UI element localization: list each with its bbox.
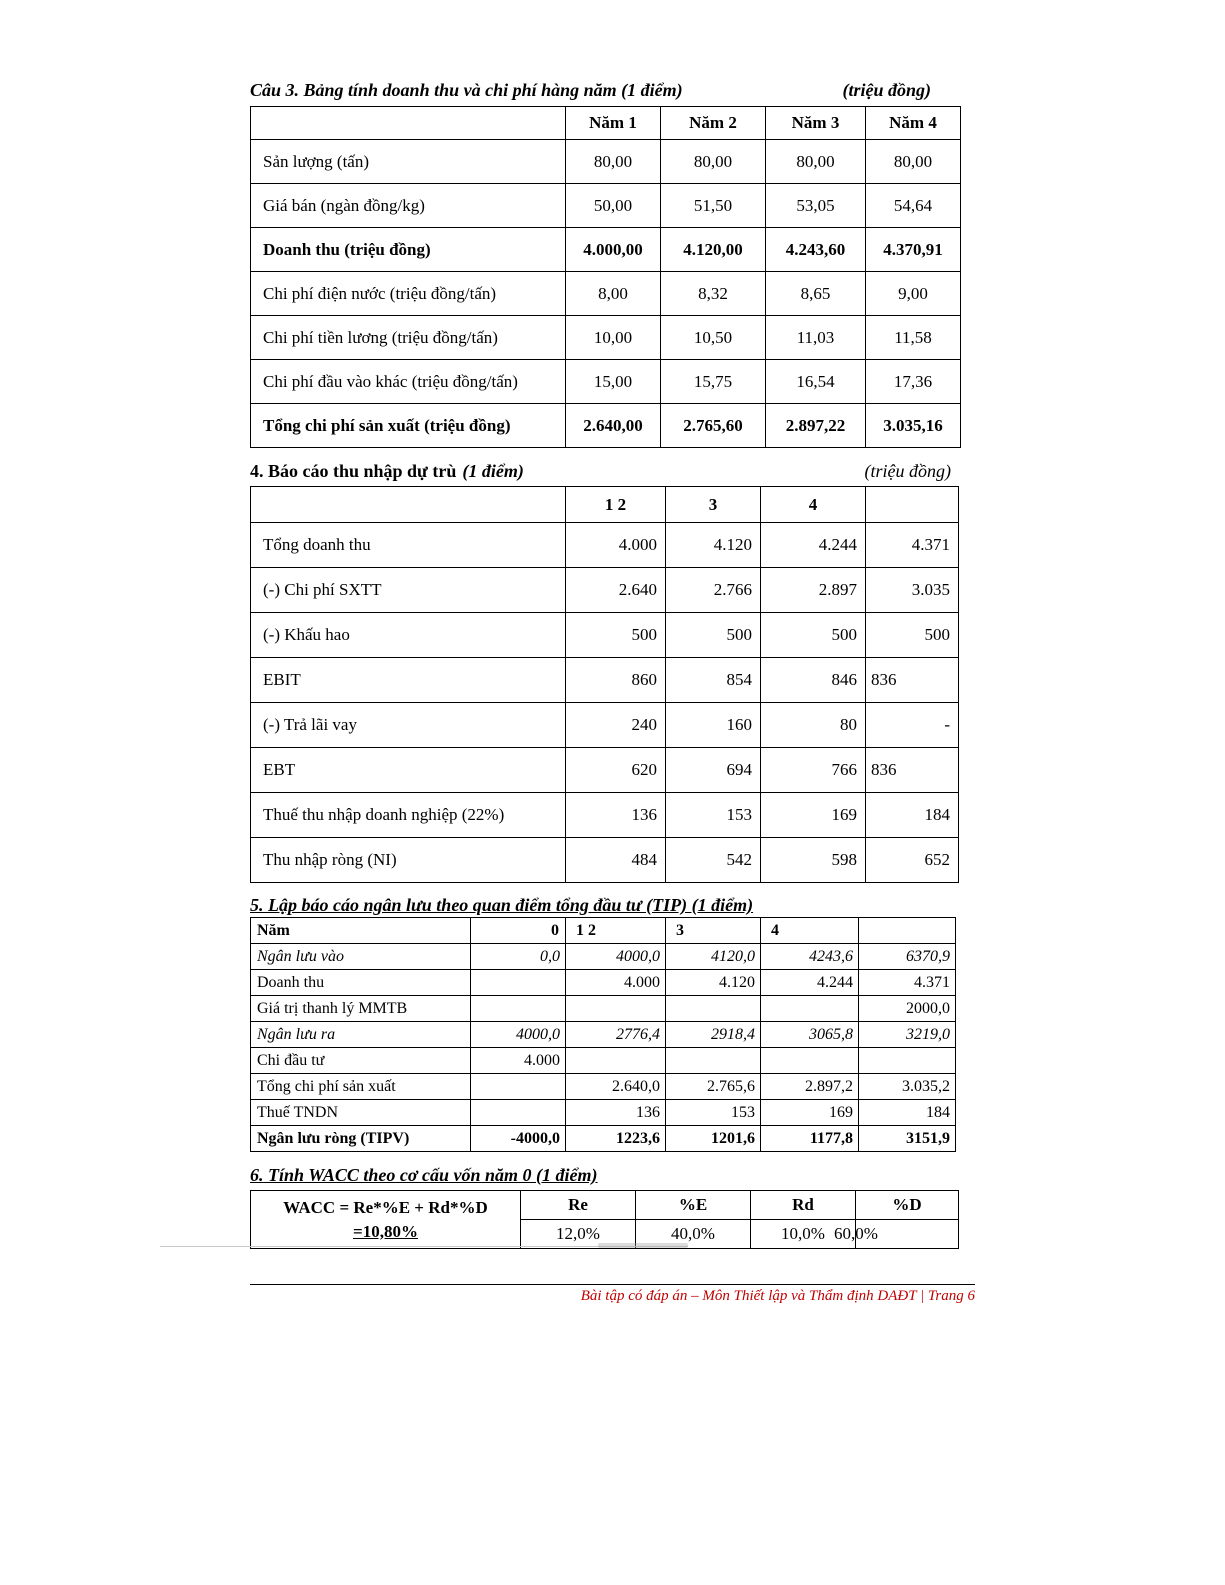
wacc-value-rd: 10,0% [751, 1220, 856, 1249]
value-cell: 80,00 [566, 140, 661, 184]
value-cell: 1177,8 [761, 1126, 859, 1152]
value-cell: 4.244 [761, 523, 866, 568]
wacc-table [250, 1190, 959, 1249]
value-cell: 4.371 [859, 970, 956, 996]
section-6-heading [250, 1165, 976, 1186]
row-label: (-) Khấu hao [251, 613, 566, 658]
table-row [251, 838, 959, 883]
row-label: Tổng chi phí sản xuất (triệu đồng) [251, 404, 566, 448]
value-cell: 2776,4 [566, 1022, 666, 1048]
table-row [251, 970, 956, 996]
value-cell [471, 1074, 566, 1100]
value-cell: 51,50 [661, 184, 766, 228]
unit-note-sec4: (triệu đồng) [864, 461, 951, 481]
value-cell [471, 970, 566, 996]
column-header: 3 [666, 487, 761, 523]
footer-rule [250, 1284, 975, 1285]
section-4-points: (1 điểm) [462, 461, 524, 481]
table-row [251, 404, 961, 448]
row-label: Thuế thu nhập doanh nghiệp (22%) [251, 793, 566, 838]
value-cell: 10,00 [566, 316, 661, 360]
value-cell: 184 [859, 1100, 956, 1126]
column-header: 1 2 [566, 487, 666, 523]
row-label: Ngân lưu ròng (TIPV) [251, 1126, 471, 1152]
value-cell: 50,00 [566, 184, 661, 228]
value-cell: 4.120 [666, 523, 761, 568]
value-cell: 184 [866, 793, 959, 838]
section-cau3-title: Câu 3. Bảng tính doanh thu và chi phí hàng năm (1 điểm) [250, 80, 683, 100]
value-cell: 4.371 [866, 523, 959, 568]
value-cell: 4243,6 [761, 944, 859, 970]
value-cell: 3219,0 [859, 1022, 956, 1048]
wacc-formula-cell [251, 1191, 521, 1249]
value-cell: 3065,8 [761, 1022, 859, 1048]
table-row [251, 1048, 956, 1074]
value-cell: 3.035,2 [859, 1074, 956, 1100]
value-cell: 8,00 [566, 272, 661, 316]
table-row [251, 793, 959, 838]
row-label: Giá bán (ngàn đồng/kg) [251, 184, 566, 228]
value-cell: 240 [566, 703, 666, 748]
value-cell: 766 [761, 748, 866, 793]
illegible-smudge [598, 1243, 688, 1248]
value-cell [566, 1048, 666, 1074]
table-row [251, 748, 959, 793]
row-label: Chi phí tiền lương (triệu đồng/tấn) [251, 316, 566, 360]
column-header [866, 487, 959, 523]
table-row [251, 1074, 956, 1100]
table-row [251, 360, 961, 404]
value-cell: 500 [666, 613, 761, 658]
table-row [251, 523, 959, 568]
wacc-header-pe: %E [636, 1191, 751, 1220]
value-cell: 10,50 [661, 316, 766, 360]
row-label: Thuế TNDN [251, 1100, 471, 1126]
value-cell: 652 [866, 838, 959, 883]
column-header [859, 918, 956, 944]
value-cell: 4.120 [666, 970, 761, 996]
value-cell: 4.243,60 [766, 228, 866, 272]
value-cell: 500 [761, 613, 866, 658]
value-cell: 846 [761, 658, 866, 703]
table-row [251, 228, 961, 272]
value-cell: 54,64 [866, 184, 961, 228]
value-cell: 4120,0 [666, 944, 761, 970]
value-cell: 4.000 [566, 523, 666, 568]
row-label: Tổng chi phí sản xuất [251, 1074, 471, 1100]
value-cell: 153 [666, 793, 761, 838]
column-header: 3 [666, 918, 761, 944]
table-row [251, 568, 959, 613]
table-row [251, 140, 961, 184]
value-cell [471, 1100, 566, 1126]
column-header: Năm 4 [866, 107, 961, 140]
value-cell: 4000,0 [471, 1022, 566, 1048]
row-label: Chi phí đầu vào khác (triệu đồng/tấn) [251, 360, 566, 404]
table-header-row [251, 487, 959, 523]
value-cell: 80,00 [766, 140, 866, 184]
column-header: Năm 3 [766, 107, 866, 140]
row-label: EBT [251, 748, 566, 793]
value-cell: 860 [566, 658, 666, 703]
value-cell: 3151,9 [859, 1126, 956, 1152]
value-cell: 484 [566, 838, 666, 883]
value-cell: 160 [666, 703, 761, 748]
table-row [251, 184, 961, 228]
value-cell: -4000,0 [471, 1126, 566, 1152]
row-label: Chi phí điện nước (triệu đồng/tấn) [251, 272, 566, 316]
value-cell: 4.000 [566, 970, 666, 996]
section-4-title: 4. Báo cáo thu nhập dự trù [250, 461, 457, 481]
value-cell: 542 [666, 838, 761, 883]
wacc-formula: WACC = Re*%E + Rd*%D [283, 1197, 488, 1217]
row-label: (-) Trả lãi vay [251, 703, 566, 748]
value-cell: 15,00 [566, 360, 661, 404]
wacc-result: =10,80% [353, 1221, 418, 1241]
row-label: EBIT [251, 658, 566, 703]
value-cell [566, 996, 666, 1022]
value-cell: 136 [566, 793, 666, 838]
value-cell: 3.035,16 [866, 404, 961, 448]
value-cell: 2.897,22 [766, 404, 866, 448]
row-label: Ngân lưu vào [251, 944, 471, 970]
row-label: Ngân lưu ra [251, 1022, 471, 1048]
value-cell [761, 996, 859, 1022]
row-label: Sản lượng (tấn) [251, 140, 566, 184]
value-cell: 4.370,91 [866, 228, 961, 272]
value-cell: 17,36 [866, 360, 961, 404]
wacc-value-pd [834, 1220, 959, 1249]
row-label: Chi đầu tư [251, 1048, 471, 1074]
value-cell: 53,05 [766, 184, 866, 228]
value-cell [666, 1048, 761, 1074]
value-cell: 694 [666, 748, 761, 793]
value-cell: 500 [866, 613, 959, 658]
table-row [251, 1126, 956, 1152]
value-cell: 4.000 [471, 1048, 566, 1074]
value-cell [761, 1048, 859, 1074]
table-row [251, 1100, 956, 1126]
table-header-row [251, 107, 961, 140]
value-cell: 2.897,2 [761, 1074, 859, 1100]
value-cell: 153 [666, 1100, 761, 1126]
wacc-value-re: 12,0% [521, 1220, 636, 1249]
value-cell: 8,32 [661, 272, 766, 316]
value-cell: 2918,4 [666, 1022, 761, 1048]
value-cell: 4.000,00 [566, 228, 661, 272]
value-cell: 2.765,6 [666, 1074, 761, 1100]
value-cell: - [866, 703, 959, 748]
table-row [251, 996, 956, 1022]
row-label: Thu nhập ròng (NI) [251, 838, 566, 883]
value-cell: 0,0 [471, 944, 566, 970]
column-header: 1 2 [566, 918, 666, 944]
section-5-heading [250, 895, 976, 916]
table-row [251, 703, 959, 748]
section-6-title: 6. Tính WACC theo cơ cấu vốn năm 0 (1 điểm) [250, 1165, 598, 1185]
value-cell: 3.035 [866, 568, 959, 613]
table-row [251, 272, 961, 316]
row-label: (-) Chi phí SXTT [251, 568, 566, 613]
table-row [251, 1022, 956, 1048]
footer-text: Bài tập có đáp án – Môn Thiết lập và Thẩm định DAĐT | Trang 6 [580, 1288, 975, 1304]
row-label: Doanh thu [251, 970, 471, 996]
value-cell: 2.897 [761, 568, 866, 613]
value-cell: 4000,0 [566, 944, 666, 970]
value-cell: 2.640,00 [566, 404, 661, 448]
section-cau3-heading [250, 80, 976, 101]
wacc-header-re: Re [521, 1191, 636, 1220]
section-4-heading [250, 461, 976, 482]
value-cell: 836 [866, 748, 959, 793]
section-5-title: 5. Lập báo cáo ngân lưu theo quan điểm tổng đầu tư (TIP) (1 điểm) [250, 895, 754, 915]
value-cell: 169 [761, 793, 866, 838]
revenue-cost-table [250, 106, 961, 448]
column-header: 0 [471, 918, 566, 944]
wacc-value-pe: 40,0% [636, 1220, 751, 1249]
value-cell: 2.640 [566, 568, 666, 613]
value-cell: 836 [866, 658, 959, 703]
value-cell: 854 [666, 658, 761, 703]
value-cell: 500 [566, 613, 666, 658]
row-label: Giá trị thanh lý MMTB [251, 996, 471, 1022]
table-row [251, 944, 956, 970]
wacc-header-pd: %D [856, 1191, 959, 1220]
value-cell: 2.765,60 [661, 404, 766, 448]
row-label: Doanh thu (triệu đồng) [251, 228, 566, 272]
value-cell: 4.244 [761, 970, 859, 996]
value-cell: 1201,6 [666, 1126, 761, 1152]
header-label-cell: Năm [251, 918, 471, 944]
value-cell: 4.120,00 [661, 228, 766, 272]
column-header: 4 [761, 487, 866, 523]
column-header: Năm 2 [661, 107, 766, 140]
column-header: Năm 1 [566, 107, 661, 140]
value-cell: 2.766 [666, 568, 761, 613]
value-cell: 11,03 [766, 316, 866, 360]
value-cell: 2000,0 [859, 996, 956, 1022]
header-label-cell [251, 107, 566, 140]
value-cell: 620 [566, 748, 666, 793]
header-label-cell [251, 487, 566, 523]
table-row [251, 316, 961, 360]
table-header-row [251, 918, 956, 944]
value-cell: 6370,9 [859, 944, 956, 970]
value-cell: 598 [761, 838, 866, 883]
value-cell: 136 [566, 1100, 666, 1126]
unit-note-cau3: (triệu đồng) [842, 80, 931, 100]
value-cell: 80 [761, 703, 866, 748]
value-cell: 80,00 [661, 140, 766, 184]
wacc-header-rd: Rd [751, 1191, 856, 1220]
value-cell [471, 996, 566, 1022]
table-row [251, 658, 959, 703]
column-header: 4 [761, 918, 859, 944]
cashflow-tip-table [250, 917, 956, 1152]
value-cell: 8,65 [766, 272, 866, 316]
document-content [250, 80, 976, 1305]
value-cell: 1223,6 [566, 1126, 666, 1152]
value-cell: 16,54 [766, 360, 866, 404]
wacc-value-pd-text: 60,0% [834, 1224, 878, 1243]
row-label: Tổng doanh thu [251, 523, 566, 568]
value-cell: 169 [761, 1100, 859, 1126]
value-cell: 80,00 [866, 140, 961, 184]
value-cell: 2.640,0 [566, 1074, 666, 1100]
value-cell: 9,00 [866, 272, 961, 316]
income-statement-table [250, 486, 959, 883]
value-cell: 15,75 [661, 360, 766, 404]
wacc-header-row [251, 1191, 959, 1220]
table-row [251, 613, 959, 658]
value-cell [666, 996, 761, 1022]
value-cell: 11,58 [866, 316, 961, 360]
value-cell [859, 1048, 956, 1074]
